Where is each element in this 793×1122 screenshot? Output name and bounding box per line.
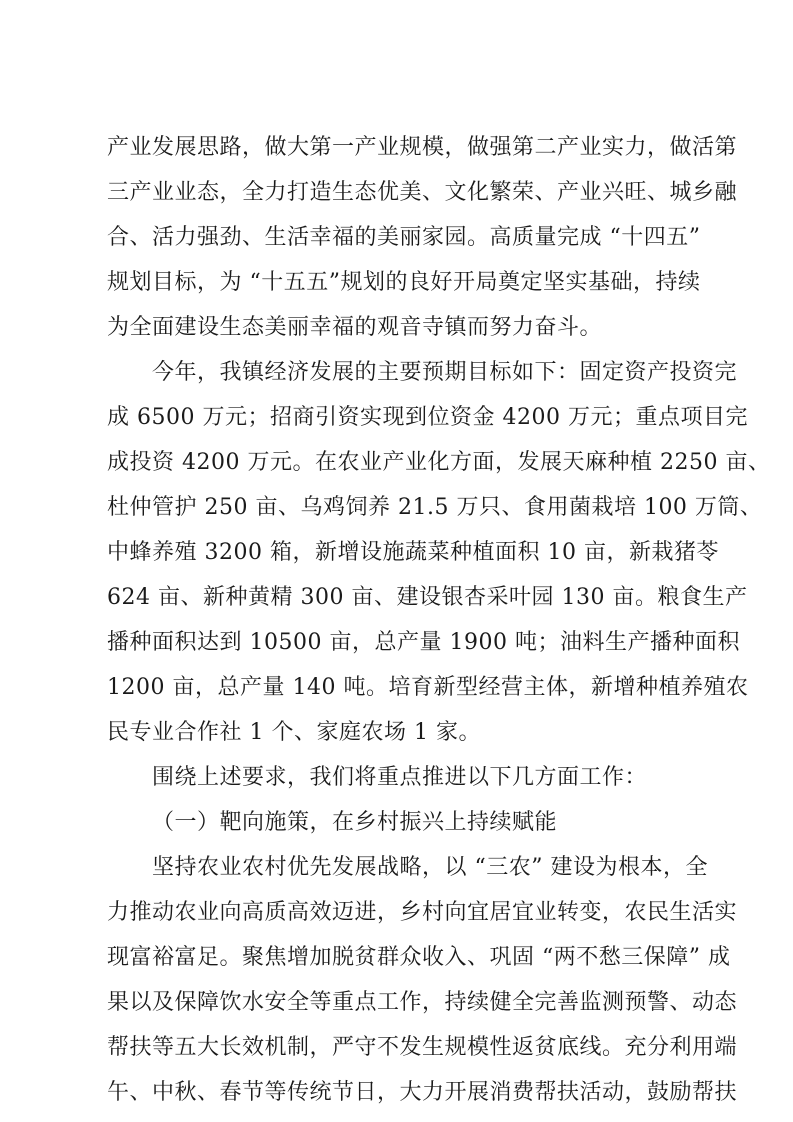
section-heading: （一）靶向施策，在乡村振兴上持续赋能 (152, 810, 558, 835)
paragraph-line: 现富裕富足。聚焦增加脱贫群众收入、巩固 “两不愁三保障” 成 (107, 945, 731, 970)
paragraph-line: 三产业业态，全力打造生态优美、文化繁荣、产业兴旺、城乡融 (107, 180, 738, 205)
paragraph-line: 规划目标，为 “十五五”规划的良好开局奠定坚实基础，持续 (107, 270, 701, 295)
paragraph-line: 力推动农业向高质高效迈进，乡村向宜居宜业转变，农民生活实 (107, 900, 738, 925)
paragraph-line: 围绕上述要求，我们将重点推进以下几方面工作： (152, 765, 648, 790)
paragraph-line: 为全面建设生态美丽幸福的观音寺镇而努力奋斗。 (107, 315, 603, 340)
paragraph-line: 民专业合作社 1 个、家庭农场 1 家。 (107, 720, 481, 745)
paragraph-line: 播种面积达到 10500 亩，总产量 1900 吨；油料生产播种面积 (107, 630, 740, 655)
paragraph-line: 今年，我镇经济发展的主要预期目标如下：固定资产投资完 (152, 360, 738, 385)
paragraph-line: 合、活力强劲、生活幸福的美丽家园。高质量完成 “十四五” (107, 225, 701, 250)
paragraph-line: 坚持农业农村优先发展战略，以 “三农” 建设为根本，全 (152, 855, 708, 880)
paragraph-line: 1200 亩，总产量 140 吨。培育新型经营主体，新增种植养殖农 (107, 675, 749, 700)
paragraph-line: 成 6500 万元；招商引资实现到位资金 4200 万元；重点项目完 (107, 405, 748, 430)
paragraph-line: 中蜂养殖 3200 箱，新增设施蔬菜种植面积 10 亩，新栽猪苓 (107, 540, 719, 565)
paragraph-line: 产业发展思路，做大第一产业规模，做强第二产业实力，做活第 (107, 135, 738, 160)
paragraph-line: 624 亩、新种黄精 300 亩、建设银杏采叶园 130 亩。粮食生产 (107, 585, 748, 610)
paragraph-line: 杜仲管护 250 亩、乌鸡饲养 21.5 万只、食用菌栽培 100 万筒、 (107, 495, 763, 520)
paragraph-line: 午、中秋、春节等传统节日，大力开展消费帮扶活动，鼓励帮扶 (107, 1080, 738, 1105)
paragraph-line: 果以及保障饮水安全等重点工作，持续健全完善监测预警、动态 (107, 990, 738, 1015)
paragraph-line: 帮扶等五大长效机制，严守不发生规模性返贫底线。充分利用端 (107, 1035, 738, 1060)
paragraph-line: 成投资 4200 万元。在农业产业化方面，发展天麻种植 2250 亩、 (107, 450, 771, 475)
